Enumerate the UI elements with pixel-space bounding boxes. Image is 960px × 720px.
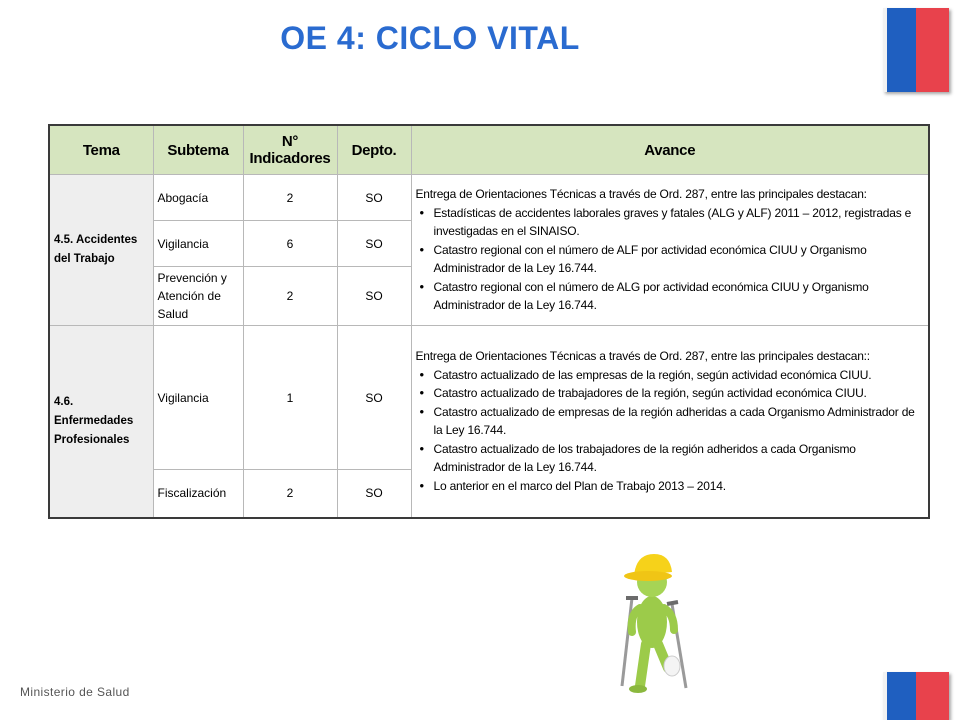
avance-list bbox=[416, 366, 925, 496]
indicadores-cell: 2 bbox=[243, 470, 337, 518]
depto-cell: SO bbox=[337, 175, 411, 221]
depto-cell: SO bbox=[337, 221, 411, 267]
depto-cell: SO bbox=[337, 326, 411, 470]
avance-list bbox=[416, 204, 925, 315]
list-item: • Catastro actualizado de los trabajadores de la región adheridos a cada Organismo Administrador de la Ley 16.744. bbox=[434, 440, 925, 477]
injured-worker-crutches-icon bbox=[612, 536, 702, 696]
table-row bbox=[49, 175, 929, 221]
depto-cell: SO bbox=[337, 267, 411, 326]
list-item: • Catastro regional con el número de ALF por actividad económica CIUU y Organismo Administrador de la Ley 16.744. bbox=[434, 241, 925, 278]
indicadores-cell: 6 bbox=[243, 221, 337, 267]
header-depto: Depto. bbox=[337, 125, 411, 175]
list-item: • Catastro actualizado de empresas de la región adheridas a cada Organismo Administrador de la Ley 16.744. bbox=[434, 403, 925, 440]
indicadores-cell: 1 bbox=[243, 326, 337, 470]
table-header-row bbox=[49, 125, 929, 175]
list-item: • Catastro actualizado de trabajadores de la región, según actividad económica CIUU. bbox=[434, 384, 925, 403]
depto-cell: SO bbox=[337, 470, 411, 518]
tema-cell: 4.5. Accidentes del Trabajo bbox=[49, 175, 153, 326]
list-item: • Catastro actualizado de las empresas de la región, según actividad económica CIUU. bbox=[434, 366, 925, 385]
avance-intro: Entrega de Orientaciones Técnicas a través de Ord. 287, entre las principales destacan:: bbox=[415, 349, 870, 364]
header-indicadores: N° Indicadores bbox=[243, 125, 337, 175]
subtema-cell: Vigilancia bbox=[153, 221, 243, 267]
objectives-table bbox=[48, 124, 930, 519]
subtema-cell: Fiscalización bbox=[153, 470, 243, 518]
table-row bbox=[49, 326, 929, 470]
avance-cell bbox=[411, 175, 929, 326]
footer-ministry: Ministerio de Salud bbox=[20, 685, 130, 699]
indicadores-cell: 2 bbox=[243, 175, 337, 221]
list-item: • Estadísticas de accidentes laborales graves y fatales (ALG y ALF) 2011 – 2012, registradas e investigadas en el SINAISO. bbox=[434, 204, 925, 241]
tema-cell: 4.6. Enfermedades Profesionales bbox=[49, 326, 153, 518]
indicadores-cell: 2 bbox=[243, 267, 337, 326]
header-avance: Avance bbox=[411, 125, 929, 175]
header-tema: Tema bbox=[49, 125, 153, 175]
slide-title: OE 4: CICLO VITAL bbox=[280, 20, 580, 56]
avance-intro: Entrega de Orientaciones Técnicas a través de Ord. 287, entre las principales destacan: bbox=[415, 187, 867, 202]
header-subtema: Subtema bbox=[153, 125, 243, 175]
list-item: • Catastro regional con el número de ALG por actividad económica CIUU y Organismo Administrador de la Ley 16.744. bbox=[434, 278, 925, 315]
subtema-cell: Prevención y Atención de Salud bbox=[153, 267, 243, 326]
subtema-cell: Vigilancia bbox=[153, 326, 243, 470]
chile-flag-icon bbox=[883, 8, 949, 92]
avance-cell bbox=[411, 326, 929, 518]
list-item: • Lo anterior en el marco del Plan de Trabajo 2013 – 2014. bbox=[434, 477, 925, 496]
subtema-cell: Abogacía bbox=[153, 175, 243, 221]
chile-flag-icon bbox=[883, 672, 949, 720]
